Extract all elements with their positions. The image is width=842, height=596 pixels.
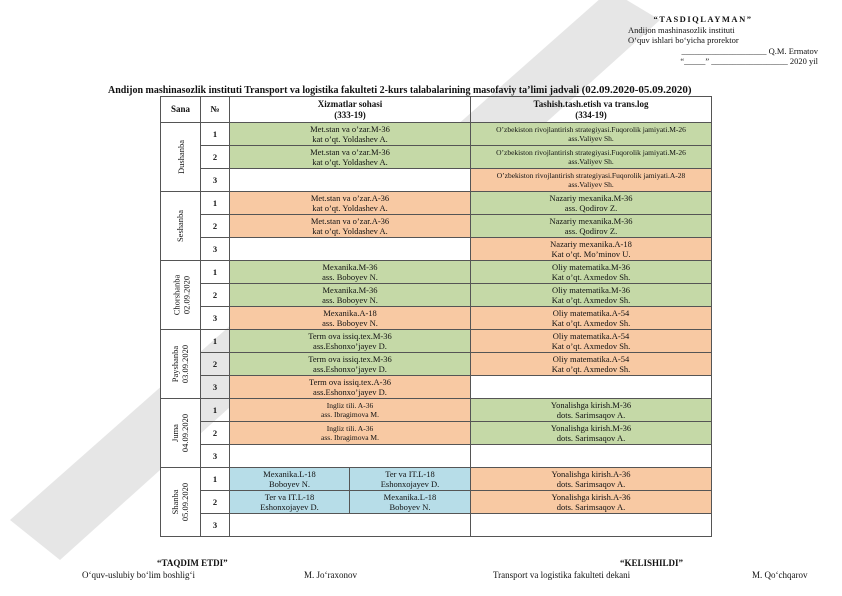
lesson-subject: Met.stan va o’zar.A-36 [310,215,390,226]
lesson-cell [471,238,712,261]
lesson-cell [471,330,712,353]
lesson-cell [230,422,471,445]
empty-cell [471,514,712,537]
table-row [161,215,712,238]
header-group-333 [230,97,471,123]
lesson-cell [471,284,712,307]
lesson-subject: Mexanika.M-36 [322,261,378,272]
lesson-cell [230,330,471,353]
lesson-subject: Mexanika.M-36 [322,284,378,295]
lesson-subject: Ingliz tili. A-36 [326,423,374,433]
lesson-subject: Term ova issiq.tex.M-36 [308,353,392,364]
table-row [161,514,712,537]
lesson-number: 1 [201,399,230,422]
lesson-subject: Oliy matematika.M-36 [552,261,630,272]
table-row [161,307,712,330]
lesson-number: 3 [201,238,230,261]
table-row [161,491,712,514]
table-row [161,399,712,422]
lesson-cell [471,422,712,445]
lesson-subject: O’zbekiston rivojlantirish strategiyasi.Fuqorolik jamiyati.M-26 [496,147,686,157]
lesson-cell [230,123,471,146]
schedule-table [160,96,712,537]
approval-title: “TASDIQLAYMAN” [653,14,753,24]
day-cell-monday [161,123,201,192]
lesson-cell [471,307,712,330]
header-no: № [201,97,230,123]
lesson-teacher: ass. Boboyev N. [322,272,378,282]
lesson-cell [350,491,471,514]
lesson-subject: Oliy matematika.A-54 [552,353,630,364]
table-row [161,284,712,307]
lesson-cell [230,353,471,376]
lesson-subject: Oliy matematika.A-54 [552,307,630,318]
lesson-cell [471,491,712,514]
empty-cell [230,514,471,537]
day-name: Payshanba [170,345,181,382]
day-label: Dushanba [175,139,186,174]
lesson-number: 2 [201,491,230,514]
header-group-334 [471,97,712,123]
lesson-subject: Yonalishga kirish.M-36 [550,422,632,433]
lesson-teacher: Kat o’qt. Axmedov Sh. [551,295,631,305]
lesson-number: 2 [201,284,230,307]
lesson-number: 3 [201,376,230,399]
footer-right-title: “KELISHILDI” [620,558,684,568]
table-row [161,192,712,215]
lesson-subject: Yonalishga kirish.A-36 [551,468,631,479]
table-row [161,146,712,169]
header-group-333-name: Xizmatlar sohasi [317,99,383,109]
table-row [161,169,712,192]
lesson-number: 1 [201,468,230,491]
day-label: Seshanba [175,209,186,242]
footer-left-name: M. Jo‘raxonov [304,570,357,580]
lesson-cell [230,491,350,514]
day-date: 03.09.2020 [180,344,191,383]
lesson-number: 1 [201,330,230,353]
table-row [161,330,712,353]
approval-date-line: “_____” __________________ 2020 yil [680,56,818,66]
lesson-teacher: Eshonxojayev D. [380,479,440,489]
lesson-number: 2 [201,146,230,169]
day-label [171,483,191,521]
table-row [161,468,712,491]
table-row [161,353,712,376]
lesson-number: 1 [201,123,230,146]
day-cell-thursday [161,330,201,399]
lesson-subject: Nazariy mexanika.M-36 [549,192,633,203]
lesson-teacher: Boboyev N. [268,479,311,489]
lesson-subject: Mexanika.L-18 [263,468,316,479]
lesson-cell [230,468,350,491]
lesson-subject: Met.stan va o’zar.A-36 [310,192,390,203]
empty-cell [471,445,712,468]
day-date: 04.09.2020 [180,413,191,452]
lesson-cell [471,146,712,169]
lesson-number: 2 [201,422,230,445]
table-row [161,376,712,399]
day-cell-saturday [161,468,201,537]
day-label [171,345,191,383]
lesson-subject: Ingliz tili. A-36 [326,400,374,410]
lesson-cell [471,215,712,238]
lesson-cell [230,146,471,169]
header-row [161,97,712,123]
lesson-subject: O’zbekiston rivojlantirish strategiyasi.Fuqorolik jamiyati.A-28 [496,170,686,180]
lesson-cell [471,399,712,422]
table-row [161,238,712,261]
lesson-number: 2 [201,353,230,376]
lesson-subject: Oliy matematika.M-36 [552,284,630,295]
lesson-subject: Ter va IT.L-18 [385,468,435,479]
lesson-cell [350,468,471,491]
lesson-teacher: ass. Qodirov Z. [564,203,618,213]
lesson-number: 3 [201,169,230,192]
lesson-teacher: ass. Ibragimova M. [321,433,379,442]
table-row [161,123,712,146]
lesson-teacher: kat o’qt. Yoldashev A. [312,134,388,144]
lesson-teacher: ass.Valiyev Sh. [568,157,614,166]
lesson-cell [230,376,471,399]
empty-cell [230,169,471,192]
lesson-teacher: Eshonxojayev D. [260,502,319,512]
empty-cell [471,376,712,399]
header-group-334-name: Tashish.tash.etish va trans.log [533,99,649,109]
approval-position: O‘quv ishlari bo‘yicha prorektor [628,35,739,45]
day-name: Juma [170,423,181,442]
lesson-teacher: dots. Sarimsaqov A. [556,410,626,420]
approval-institute: Andijon mashinasozlik instituti [628,24,735,35]
lesson-teacher: dots. Sarimsaqov A. [556,433,626,443]
page-title [108,84,692,96]
day-label [171,414,191,452]
lesson-teacher: ass. Boboyev N. [322,318,378,328]
lesson-teacher: ass. Ibragimova M. [321,410,379,419]
footer-right-name: M. Qo‘chqarov [752,570,808,580]
lesson-subject: O’zbekiston rivojlantirish strategiyasi.Fuqorolik jamiyati.M-26 [496,124,686,134]
day-cell-friday [161,399,201,468]
footer-left-role: O‘quv-uslubiy bo‘lim boshlig‘i [82,570,195,580]
lesson-subject: Met.stan va o’zar.M-36 [310,146,390,157]
approval-signer: ____________________ Q.M. Ermatov [681,45,818,56]
footer-left-title: “TAQDIM ETDI” [157,558,228,568]
lesson-cell [230,307,471,330]
lesson-cell [471,353,712,376]
day-cell-tuesday [161,192,201,261]
page-title-dates: (02.09.2020-05.09.2020) [581,84,692,96]
header-group-333-code: (333-19) [334,109,366,120]
lesson-teacher: dots. Sarimsaqov A. [556,502,626,512]
approval-block [628,14,818,67]
lesson-cell [230,215,471,238]
header-sana: Sana [161,97,201,123]
lesson-cell [471,261,712,284]
lesson-subject: Term ova issiq.tex.M-36 [308,330,392,341]
lesson-subject: Mexanika.A-18 [323,307,377,318]
day-name: Chorshanba [171,274,182,316]
lesson-cell [471,123,712,146]
empty-cell [230,445,471,468]
lesson-subject: Met.stan va o’zar.M-36 [310,123,390,134]
lesson-teacher: Kat o’qt. Axmedov Sh. [551,341,631,351]
lesson-cell [230,399,471,422]
header-group-334-code: (334-19) [575,109,607,120]
lesson-teacher: dots. Sarimsaqov A. [556,479,626,489]
lesson-teacher: ass. Boboyev N. [322,295,378,305]
lesson-teacher: Kat o’qt. Mo’minov U. [551,249,631,259]
lesson-teacher: kat o’qt. Yoldashev A. [312,203,388,213]
day-cell-wednesday [161,261,201,330]
lesson-subject: Mexanika.L-18 [383,491,437,502]
lesson-teacher: kat o’qt. Yoldashev A. [312,157,388,167]
day-label [171,274,191,315]
day-name: Shanba [170,489,181,515]
lesson-teacher: ass.Valiyev Sh. [568,180,614,189]
lesson-number: 2 [201,215,230,238]
lesson-subject: Nazariy mexanika.A-18 [550,238,632,249]
lesson-cell [230,284,471,307]
day-date: 05.09.2020 [180,482,191,521]
table-row [161,422,712,445]
lesson-subject: Yonalishga kirish.A-36 [551,491,631,502]
lesson-teacher: Kat o’qt. Axmedov Sh. [551,318,631,328]
lesson-subject: Ter va IT.L-18 [264,491,315,502]
lesson-number: 3 [201,445,230,468]
lesson-teacher: ass.Eshonxo’jayev D. [313,387,387,397]
day-date: 02.09.2020 [181,275,192,314]
lesson-cell [230,192,471,215]
lesson-cell [230,261,471,284]
lesson-teacher: ass.Eshonxo’jayev D. [313,341,387,351]
lesson-number: 3 [201,514,230,537]
lesson-subject: Term ova issiq.tex.A-36 [308,376,392,387]
lesson-number: 3 [201,307,230,330]
lesson-teacher: ass.Eshonxo’jayev D. [313,364,387,374]
table-row [161,445,712,468]
lesson-teacher: ass.Valiyev Sh. [568,134,614,143]
lesson-cell [471,169,712,192]
lesson-subject: Nazariy mexanika.M-36 [549,215,633,226]
page-title-text: Andijon mashinasozlik instituti Transport va logistika fakulteti 2-kurs talabalarining masofaviy ta’limi jadvali [108,85,580,96]
lesson-teacher: Boboyev N. [389,502,431,512]
lesson-subject: Yonalishga kirish.M-36 [550,399,632,410]
lesson-cell [471,192,712,215]
lesson-teacher: ass. Qodirov Z. [564,226,618,236]
lesson-teacher: Kat o’qt. Axmedov Sh. [551,364,631,374]
lesson-number: 1 [201,261,230,284]
lesson-cell [471,468,712,491]
lesson-subject: Oliy matematika.A-54 [552,330,630,341]
lesson-teacher: Kat o’qt. Axmedov Sh. [551,272,631,282]
lesson-teacher: kat o’qt. Yoldashev A. [312,226,388,236]
table-row [161,261,712,284]
footer-right-role: Transport va logistika fakulteti dekani [493,570,631,580]
empty-cell [230,238,471,261]
lesson-number: 1 [201,192,230,215]
